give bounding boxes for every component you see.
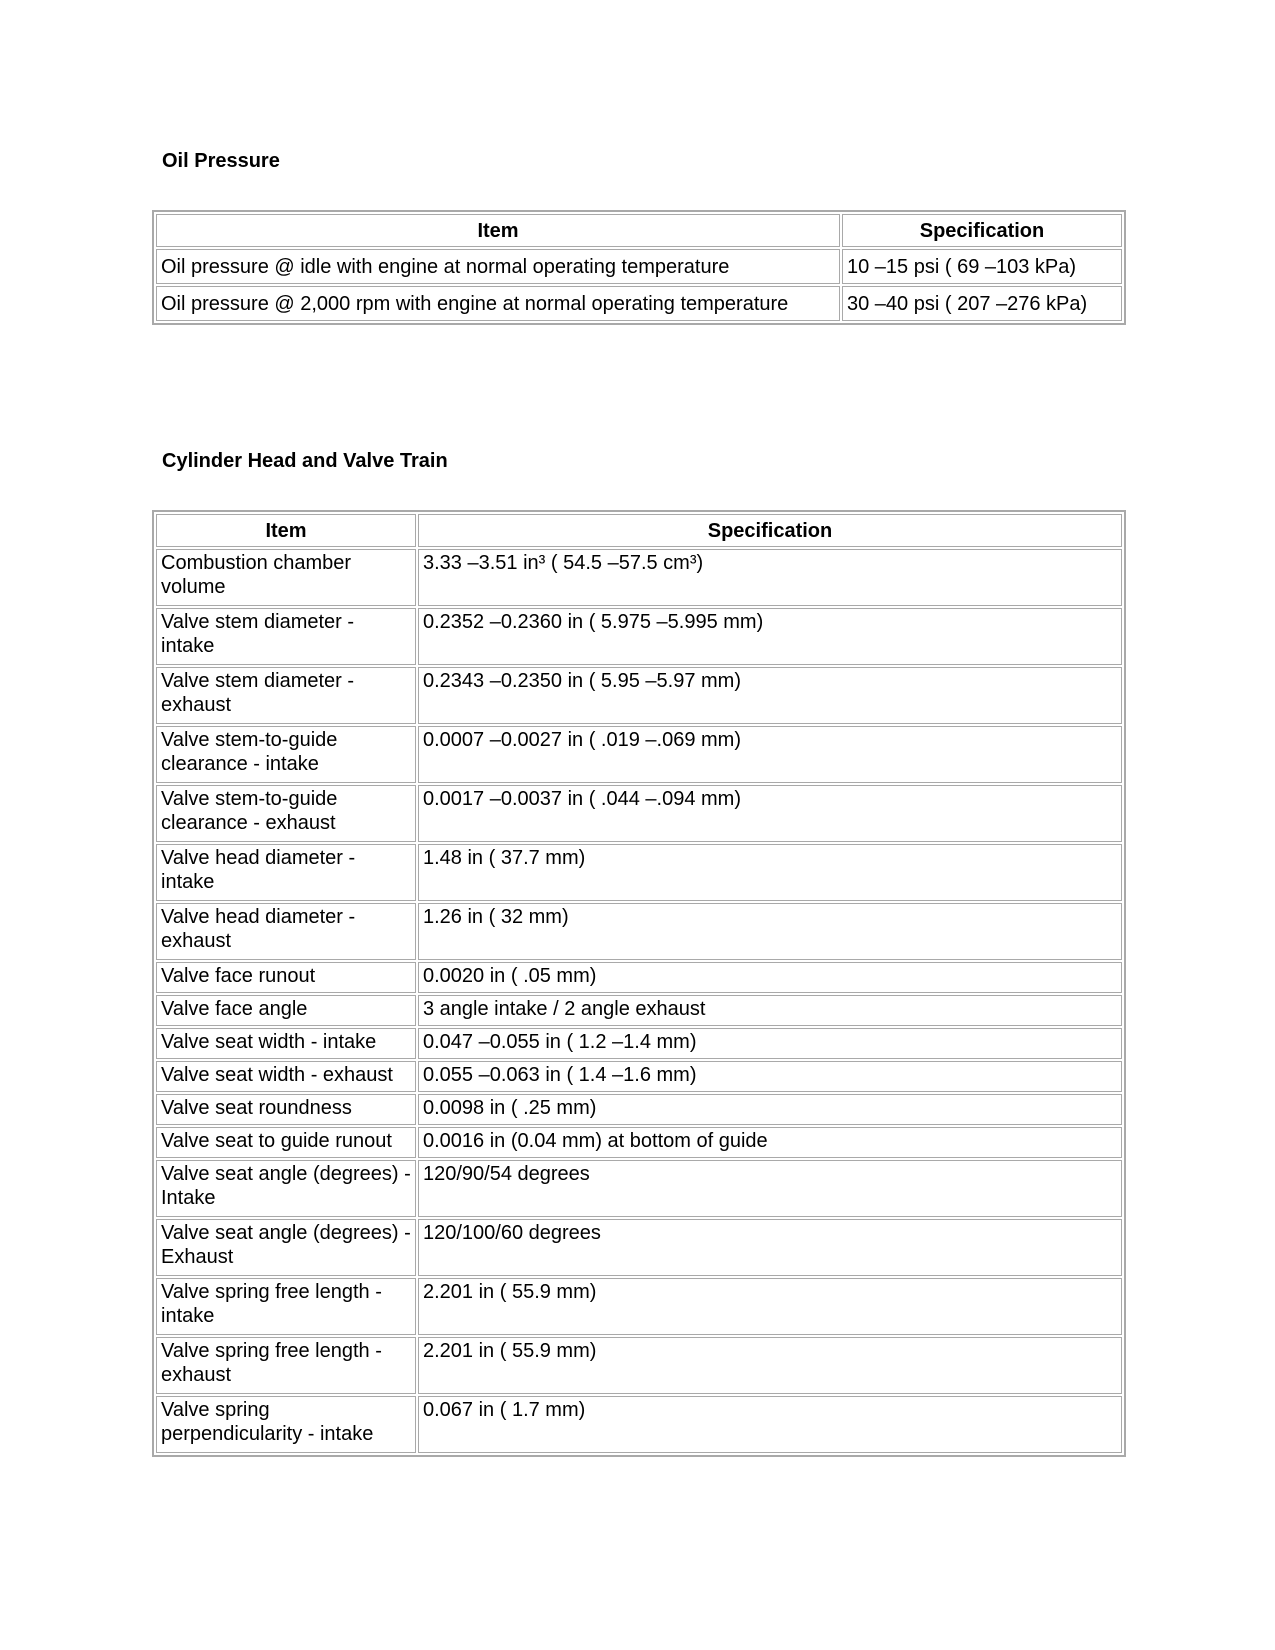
table-header-row xyxy=(156,214,1122,247)
table-row xyxy=(156,1094,1122,1125)
specification-cell: 2.201 in ( 55.9 mm) xyxy=(418,1278,1122,1335)
specification-cell: 0.0016 in (0.04 mm) at bottom of guide xyxy=(418,1127,1122,1158)
item-cell: Valve head diameter - intake xyxy=(156,844,416,901)
item-cell: Oil pressure @ 2,000 rpm with engine at normal operating temperature xyxy=(156,286,840,321)
specification-cell: 0.047 –0.055 in ( 1.2 –1.4 mm) xyxy=(418,1028,1122,1059)
cylinder-head-heading: Cylinder Head and Valve Train xyxy=(162,450,448,472)
table-header-row xyxy=(156,514,1122,547)
column-header-specification: Specification xyxy=(842,214,1122,247)
oil-pressure-heading: Oil Pressure xyxy=(162,150,280,172)
item-cell: Combustion chamber volume xyxy=(156,549,416,606)
specification-cell: 0.055 –0.063 in ( 1.4 –1.6 mm) xyxy=(418,1061,1122,1092)
item-cell: Valve seat to guide runout xyxy=(156,1127,416,1158)
item-cell: Valve seat angle (degrees) - Exhaust xyxy=(156,1219,416,1276)
column-header-item: Item xyxy=(156,214,840,247)
item-cell: Valve stem-to-guide clearance - intake xyxy=(156,726,416,783)
item-cell: Valve face angle xyxy=(156,995,416,1026)
specification-cell: 0.0098 in ( .25 mm) xyxy=(418,1094,1122,1125)
table-row xyxy=(156,1278,1122,1335)
specification-cell: 3 angle intake / 2 angle exhaust xyxy=(418,995,1122,1026)
table-row xyxy=(156,1219,1122,1276)
table-row xyxy=(156,726,1122,783)
table-row xyxy=(156,667,1122,724)
specification-cell: 30 –40 psi ( 207 –276 kPa) xyxy=(842,286,1122,321)
item-cell: Valve stem diameter - intake xyxy=(156,608,416,665)
table-row xyxy=(156,995,1122,1026)
table-row xyxy=(156,549,1122,606)
specification-cell: 1.26 in ( 32 mm) xyxy=(418,903,1122,960)
item-cell: Valve spring free length - intake xyxy=(156,1278,416,1335)
item-cell: Valve stem-to-guide clearance - exhaust xyxy=(156,785,416,842)
specification-cell: 120/90/54 degrees xyxy=(418,1160,1122,1217)
table-row xyxy=(156,1127,1122,1158)
item-cell: Valve stem diameter - exhaust xyxy=(156,667,416,724)
table-row xyxy=(156,286,1122,321)
table-row xyxy=(156,1337,1122,1394)
specification-cell: 120/100/60 degrees xyxy=(418,1219,1122,1276)
cylinder-head-table xyxy=(152,510,1126,1457)
oil-pressure-table xyxy=(152,210,1126,325)
specification-cell: 1.48 in ( 37.7 mm) xyxy=(418,844,1122,901)
table-row xyxy=(156,249,1122,284)
specification-cell: 0.2352 –0.2360 in ( 5.975 –5.995 mm) xyxy=(418,608,1122,665)
table-row xyxy=(156,962,1122,993)
table-row xyxy=(156,1028,1122,1059)
column-header-specification: Specification xyxy=(418,514,1122,547)
table-row xyxy=(156,1160,1122,1217)
item-cell: Valve face runout xyxy=(156,962,416,993)
specification-cell: 0.0020 in ( .05 mm) xyxy=(418,962,1122,993)
table-row xyxy=(156,608,1122,665)
item-cell: Valve spring free length - exhaust xyxy=(156,1337,416,1394)
item-cell: Valve head diameter - exhaust xyxy=(156,903,416,960)
specification-cell: 0.067 in ( 1.7 mm) xyxy=(418,1396,1122,1453)
specification-cell: 0.0017 –0.0037 in ( .044 –.094 mm) xyxy=(418,785,1122,842)
specification-cell: 3.33 –3.51 in³ ( 54.5 –57.5 cm³) xyxy=(418,549,1122,606)
table-row xyxy=(156,844,1122,901)
item-cell: Valve seat angle (degrees) - Intake xyxy=(156,1160,416,1217)
table-row xyxy=(156,1396,1122,1453)
column-header-item: Item xyxy=(156,514,416,547)
table-row xyxy=(156,785,1122,842)
item-cell: Valve seat width - exhaust xyxy=(156,1061,416,1092)
item-cell: Valve seat width - intake xyxy=(156,1028,416,1059)
item-cell: Valve spring perpendicularity - intake xyxy=(156,1396,416,1453)
specification-cell: 10 –15 psi ( 69 –103 kPa) xyxy=(842,249,1122,284)
specification-cell: 2.201 in ( 55.9 mm) xyxy=(418,1337,1122,1394)
specification-cell: 0.2343 –0.2350 in ( 5.95 –5.97 mm) xyxy=(418,667,1122,724)
item-cell: Valve seat roundness xyxy=(156,1094,416,1125)
item-cell: Oil pressure @ idle with engine at normal operating temperature xyxy=(156,249,840,284)
table-row xyxy=(156,903,1122,960)
table-row xyxy=(156,1061,1122,1092)
specification-cell: 0.0007 –0.0027 in ( .019 –.069 mm) xyxy=(418,726,1122,783)
